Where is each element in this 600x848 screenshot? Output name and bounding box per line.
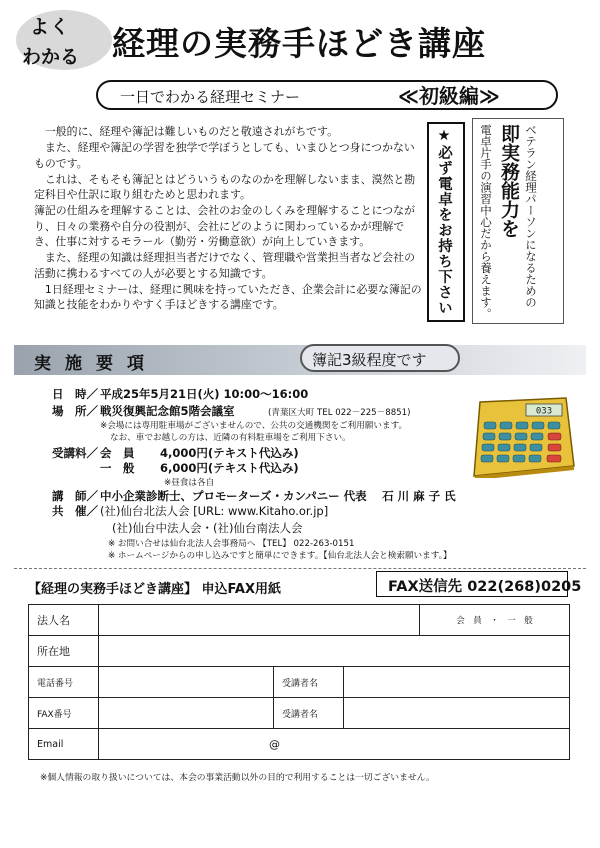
fee-general-value: 6,000円(テキスト代込み) (160, 461, 299, 475)
level-pill-text: 簿記3級程度です (312, 351, 427, 369)
catchphrase-line3: 電卓片手の演習中心だから養えます。 (479, 124, 493, 320)
section-title: 実施要項 (34, 354, 158, 374)
attendee-label: 受講者名 (274, 698, 344, 729)
attendee-field[interactable] (344, 667, 570, 698)
privacy-note: ※個人情報の取り扱いについては、本会の事業活動以外の目的で利用することは一切ございません。 (40, 773, 435, 783)
email-field[interactable]: @ (99, 729, 570, 760)
fax-label: FAX番号 (29, 698, 99, 729)
lecturer-label: 講 師／ (52, 489, 98, 503)
lecturer-value: 中小企業診断士、プロモーターズ・カンパニー 代表 石 川 麻 子 氏 (100, 489, 456, 503)
table-row (29, 729, 570, 760)
intro-paragraph: 一般的に、経理や簿記は難しいものだと敬遠されがちです。 (44, 125, 338, 138)
corp-name-label: 法人名 (29, 605, 99, 636)
fee-general-label: 一 般 (100, 461, 135, 475)
email-label: Email (29, 729, 99, 760)
fax-field[interactable] (99, 698, 274, 729)
level-label: ≪初級編≫ (398, 84, 500, 108)
page-title: 経理の実務手ほどき講座 (112, 24, 486, 63)
fee-member-label: 会 員 (100, 446, 135, 460)
table-row (29, 636, 570, 667)
place-value: 戦災復興記念館5階会議室 (100, 404, 235, 418)
calculator-notice: ★必ず電卓をお持ち下さい (436, 128, 452, 316)
subtitle: 一日でわかる経理セミナー (120, 88, 301, 106)
calculator-illustration (470, 396, 576, 478)
fee-note: ※昼食は各自 (164, 478, 215, 488)
phone-field[interactable] (99, 667, 274, 698)
host-value: (社)仙台北法人会 [URL: www.Kitaho.or.jp] (100, 504, 329, 518)
contact-note: ※ お問い合せは仙台北法人会事務局へ 【TEL】 022-263-0151 (108, 539, 355, 549)
host-value: (社)仙台中法人会・(社)仙台南法人会 (112, 521, 303, 535)
address-label: 所在地 (29, 636, 99, 667)
table-row (29, 667, 570, 698)
address-field[interactable] (99, 636, 570, 667)
catchphrase-line2: 即実務能力を (498, 124, 520, 238)
place-label: 場 所／ (52, 404, 98, 418)
intro-paragraph: 簿記の仕組みを理解することは、会社のお金のしくみを理解することにつながり、日々の業務や自分の役割が、会社にどのように関わっているかが理解でき、仕事に対するモラール（勤労・労働意欲）が向上していきます。 (34, 204, 415, 249)
cut-line (14, 568, 586, 569)
date-value: 平成25年5月21日(火) 10:00～16:00 (100, 387, 309, 401)
web-note: ※ ホームページからの申し込みですと簡単にできます。【仙台北法人会と検索願います。】 (108, 551, 452, 561)
badge-text-line2: わかる (22, 46, 80, 68)
attendee-field[interactable] (344, 698, 570, 729)
table-row (29, 698, 570, 729)
table-row (29, 605, 570, 636)
phone-label: 電話番号 (29, 667, 99, 698)
application-form (28, 604, 570, 760)
fee-label: 受講料／ (52, 446, 98, 460)
intro-paragraph: また、経理の知識は経理担当者だけでなく、管理職や営業担当者など会社の活動に携わるすべての人が必要とする知識です。 (34, 251, 415, 280)
intro-paragraph: また、経理や簿記の学習を独学で学ぼうとしても、いまひとつ身につかないものです。 (34, 141, 415, 170)
member-type-select[interactable]: 会 員 ・ 一 般 (420, 605, 570, 636)
fax-number: FAX送信先 022(268)0205 (388, 579, 582, 595)
badge-text-line1: よく (30, 16, 71, 38)
intro-paragraph: 1日経理セミナーは、経理に興味を持っていただき、企業会計に必要な簿記の知識と技能をわかりやすく手ほどきする講座です。 (34, 282, 422, 312)
intro-text (34, 124, 422, 314)
form-heading: 【経理の実務手ほどき講座】 申込FAX用紙 (28, 582, 281, 597)
calculator-display: 033 (535, 406, 553, 417)
catchphrase-line1: ベテラン経理パーソンになるための (524, 124, 538, 308)
fee-member-value: 4,000円(テキスト代込み) (160, 446, 299, 460)
date-label: 日 時／ (52, 387, 98, 401)
corp-name-field[interactable] (99, 605, 420, 636)
place-note: ※会場には専用駐車場がございませんので、公共の交通機関をご利用願います。 (100, 421, 408, 431)
attendee-label: 受講者名 (274, 667, 344, 698)
host-label: 共 催／ (52, 504, 98, 518)
place-address: (青葉区大町 TEL 022－225－8851) (268, 408, 411, 418)
place-note: なお、車でお越しの方は、近隣の有料駐車場をご利用下さい。 (110, 433, 351, 443)
intro-paragraph: これは、そもそも簿記とはどういうものなのかを理解しないまま、漠然と勘定科目や仕訳に取り組むためと思われます。 (34, 172, 416, 202)
